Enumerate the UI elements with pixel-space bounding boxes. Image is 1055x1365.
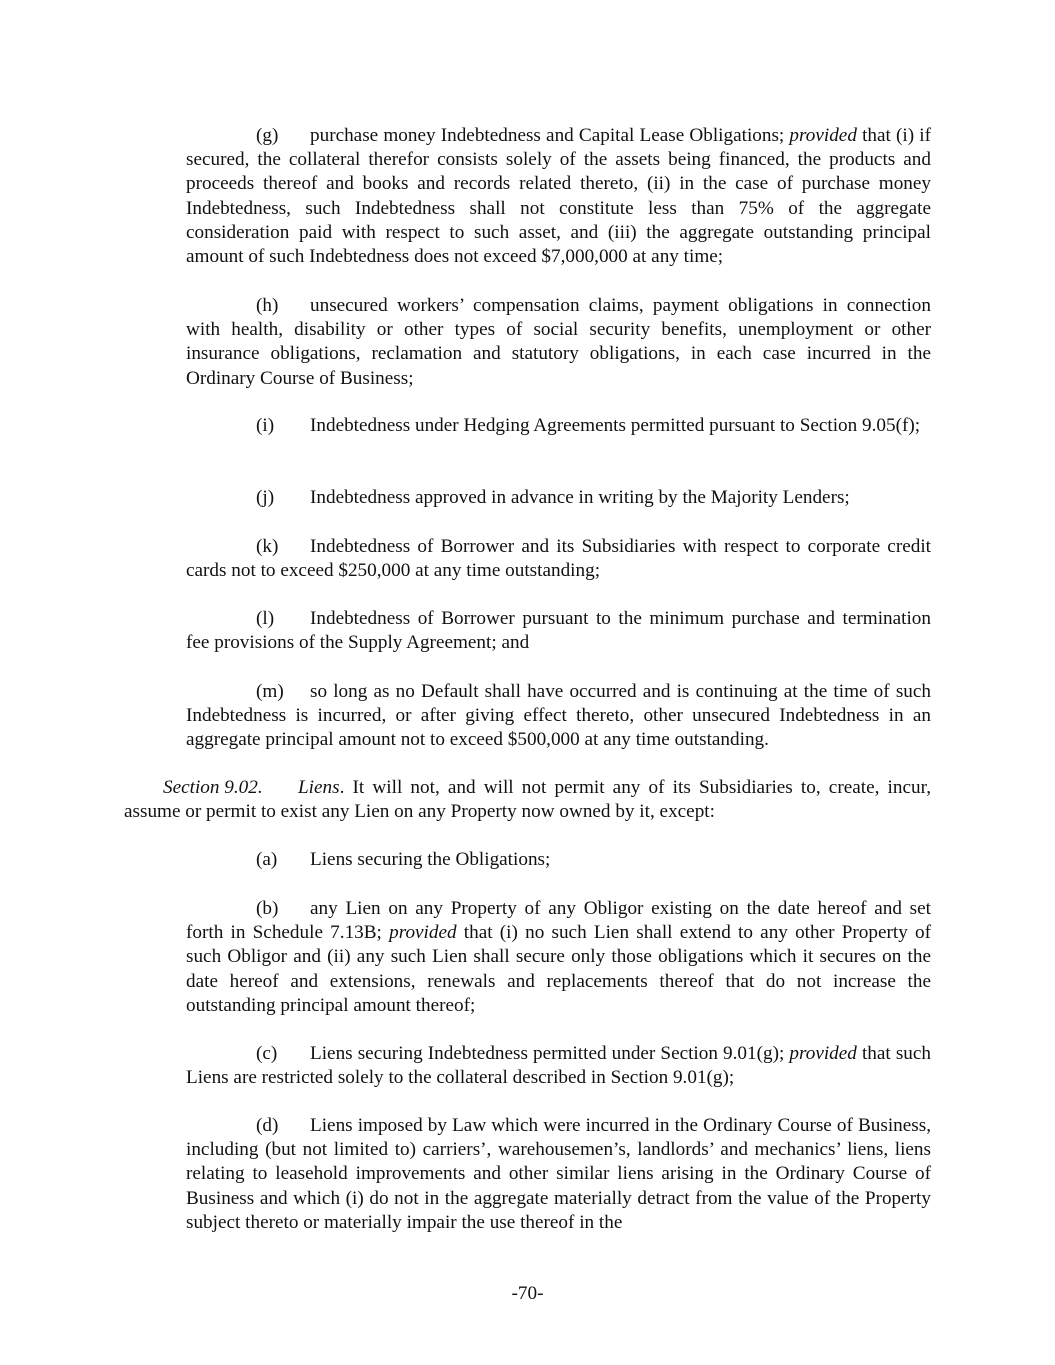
clause-g: (g) purchase money Indebtedness and Capital Lease Obligations; provided that (i) if secured, the collateral therefor consists solely of the assets being financed, the products and proceeds thereof and books and records related thereto, (ii) in the case of purchase money Indebtedness, such Indebtedness shall not constitute less than 75% of the aggregate consideration paid with respect to such asset, and (iii) the aggregate outstanding principal amount of such Indebtedness does not exceed $7,000,000 at any time; bbox=[186, 125, 931, 268]
clause-label: (k) bbox=[256, 536, 279, 557]
clause-label: (a) bbox=[256, 849, 278, 870]
clause-label: (j) bbox=[256, 487, 275, 508]
clause-label: (l) bbox=[256, 608, 275, 629]
clause-k: (k) Indebtedness of Borrower and its Subsidiaries with respect to corporate credit cards not to exceed $250,000 at any time outstanding; bbox=[186, 536, 931, 582]
clause-j: (j) Indebtedness approved in advance in writing by the Majority Lenders; bbox=[186, 486, 931, 510]
clause-m: (m) so long as no Default shall have occurred and is continuing at the time of such Indebtedness is incurred, or after giving effect thereto, other unsecured Indebtedness in an aggregate principal amount not to exceed $500,000 at any time outstanding. bbox=[186, 681, 931, 751]
clause-l: (l) Indebtedness of Borrower pursuant to the minimum purchase and termination fee provisions of the Supply Agreement; and bbox=[186, 608, 931, 654]
section-number: Section 9.02. bbox=[163, 777, 263, 798]
clause-label: (b) bbox=[256, 898, 279, 919]
clause-label: (c) bbox=[256, 1043, 278, 1064]
clause-h: (h) unsecured workers’ compensation claims, payment obligations in connection with health, disability or other types of social security benefits, unemployment or other insurance obligations, reclamation and statutory obligations, in each case incurred in the Ordinary Course of Business; bbox=[186, 295, 931, 389]
clause-label: (i) bbox=[256, 415, 275, 436]
section-9-02 bbox=[124, 776, 931, 824]
clause-c: (c) Liens securing Indebtedness permitted under Section 9.01(g); provided that such Liens are restricted solely to the collateral described in Section 9.01(g); bbox=[186, 1043, 931, 1089]
clause-i: (i) Indebtedness under Hedging Agreements permitted pursuant to Section 9.05(f); bbox=[186, 414, 931, 438]
section-text: . It will not, and will not permit any of its Subsidiaries to, create, incur, assume or permit to exist any Lien on any Property now owned by it, except: bbox=[124, 777, 931, 823]
section-title: Liens bbox=[298, 777, 340, 798]
clause-label: (h) bbox=[256, 295, 279, 316]
clause-a: (a) Liens securing the Obligations; bbox=[186, 848, 931, 872]
clause-label: (g) bbox=[256, 125, 279, 146]
clause-b: (b) any Lien on any Property of any Obligor existing on the date hereof and set forth in Schedule 7.13B; provided that (i) no such Lien shall extend to any other Property of such Obligor and (ii) any such Lien shall secure only those obligations which it secures on the date hereof and extensions, renewals and replacements thereof that do not increase the outstanding principal amount thereof; bbox=[186, 898, 931, 1016]
page-number: -70- bbox=[511, 1283, 544, 1304]
clause-label: (d) bbox=[256, 1115, 279, 1136]
clause-d: (d) Liens imposed by Law which were incurred in the Ordinary Course of Business, including (but not limited to) carriers’, warehousemen’s, landlords’ and mechanics’ liens, liens relating to leasehold improvements and other similar liens arising in the Ordinary Course of Business and which (i) do not in the aggregate materially detract from the value of the Property subject thereto or materially impair the use thereof in the bbox=[186, 1115, 931, 1233]
clause-label: (m) bbox=[256, 681, 284, 702]
